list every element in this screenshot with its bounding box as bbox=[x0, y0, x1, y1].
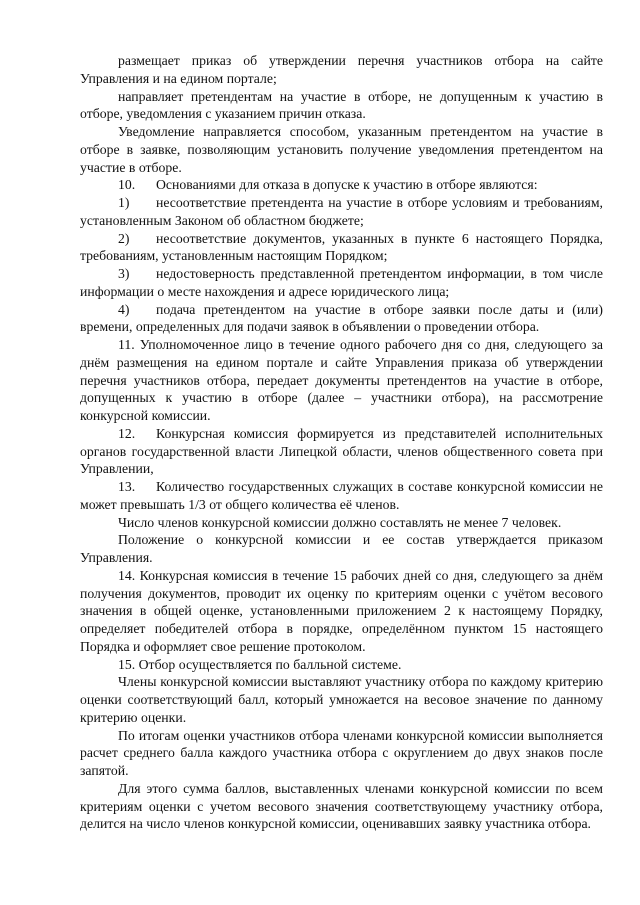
list-item-text: недостоверность представленной претендентом информации, в том числе информации о месте нахождения и адресе юридического лица; bbox=[80, 266, 603, 299]
list-item-number: 2) bbox=[118, 230, 130, 246]
list-item-text: несоответствие документов, указанных в пункте 6 настоящего Порядка, требованиям, установленным настоящим Порядком; bbox=[80, 230, 603, 264]
list-item-text: несоответствие претендента на участие в отборе условиям и требованиям, установленным Законом об областном бюджете; bbox=[80, 195, 603, 228]
paragraph-number: 12. bbox=[118, 425, 136, 441]
paragraph: Число членов конкурсной комиссии должно составлять не менее 7 человек. bbox=[118, 514, 562, 530]
list-item bbox=[80, 301, 603, 337]
paragraph: размещает приказ об утверждении перечня участников отбора на сайте Управления и на едином портале; bbox=[80, 53, 603, 86]
paragraph: Для этого сумма баллов, выставленных членами конкурсной комиссии по всем критериям оценки с учетом весового значения соответствующему участнику отбора, делится на число членов конкурсной комиссии, оценивавших заявку участника отбора. bbox=[80, 780, 603, 832]
paragraph-numbered bbox=[80, 176, 603, 194]
paragraph: 14. Конкурсная комиссия в течение 15 рабочих дней со дня, следующего за днём получения документов, проводит их оценку по критериям оценки с учётом весового значения в общей оценке, установленными приложением 2 к настоящему Порядку, определяет победителей отбора в порядке, определённом пунктом 15 настоящего Порядка и оформляет свое решение протоколом. bbox=[80, 567, 603, 654]
paragraph-number: 13. bbox=[118, 479, 136, 494]
paragraph-text: Конкурсная комиссия формируется из представителей исполнительных органов государственной власти Липецкой области, членов общественного совета при Управлении, bbox=[80, 425, 603, 477]
paragraph: 11. Уполномоченное лицо в течение одного рабочего дня со дня, следующего за днём размещения на едином портале и сайте Управления приказа об утверждении перечня участников отбора, передает документы претендентов на участие в отборе, допущенных к участию в отборе (далее – участники отбора), на рассмотрение конкурсной комиссии. bbox=[80, 337, 603, 423]
paragraph: По итогам оценки участников отбора членами конкурсной комиссии выполняется расчет среднего балла каждого участника отбора с округлением до двух знаков после запятой. bbox=[80, 727, 603, 778]
paragraph-text: Основаниями для отказа в допуске к участию в отборе являются: bbox=[156, 177, 538, 193]
list-item-number: 1) bbox=[118, 195, 130, 210]
list-item bbox=[80, 230, 603, 266]
list-item-number: 4) bbox=[118, 301, 130, 317]
paragraph: 15. Отбор осуществляется по балльной системе. bbox=[118, 656, 402, 672]
list-item bbox=[80, 194, 603, 230]
paragraph-text: Количество государственных служащих в составе конкурсной комиссии не может превышать 1/3 от общего количества её членов. bbox=[80, 479, 603, 512]
paragraph: Уведомление направляется способом, указанным претендентом на участие в отборе в заявке, позволяющим установить получение уведомления претендентом на участие в отборе. bbox=[80, 124, 603, 175]
paragraph: направляет претендентам на участие в отборе, не допущенным к участию в отборе, уведомления с указанием причин отказа. bbox=[80, 88, 603, 122]
paragraph-numbered bbox=[80, 425, 603, 478]
paragraph: Положение о конкурсной комиссии и ее состав утверждается приказом Управления. bbox=[80, 532, 603, 565]
list-item bbox=[80, 265, 603, 301]
paragraph: Члены конкурсной комиссии выставляют участнику отбора по каждому критерию оценки соответствующий балл, который умножается на весовое значение по данному критерию оценки. bbox=[80, 674, 603, 725]
paragraph-number: 10. bbox=[118, 177, 136, 193]
list-item-text: подача претендентом на участие в отборе заявки после даты и (или) времени, определенных для подачи заявок в объявлении о проведении отбора. bbox=[80, 301, 603, 335]
list-item-number: 3) bbox=[118, 266, 130, 281]
paragraph-numbered bbox=[80, 478, 603, 514]
